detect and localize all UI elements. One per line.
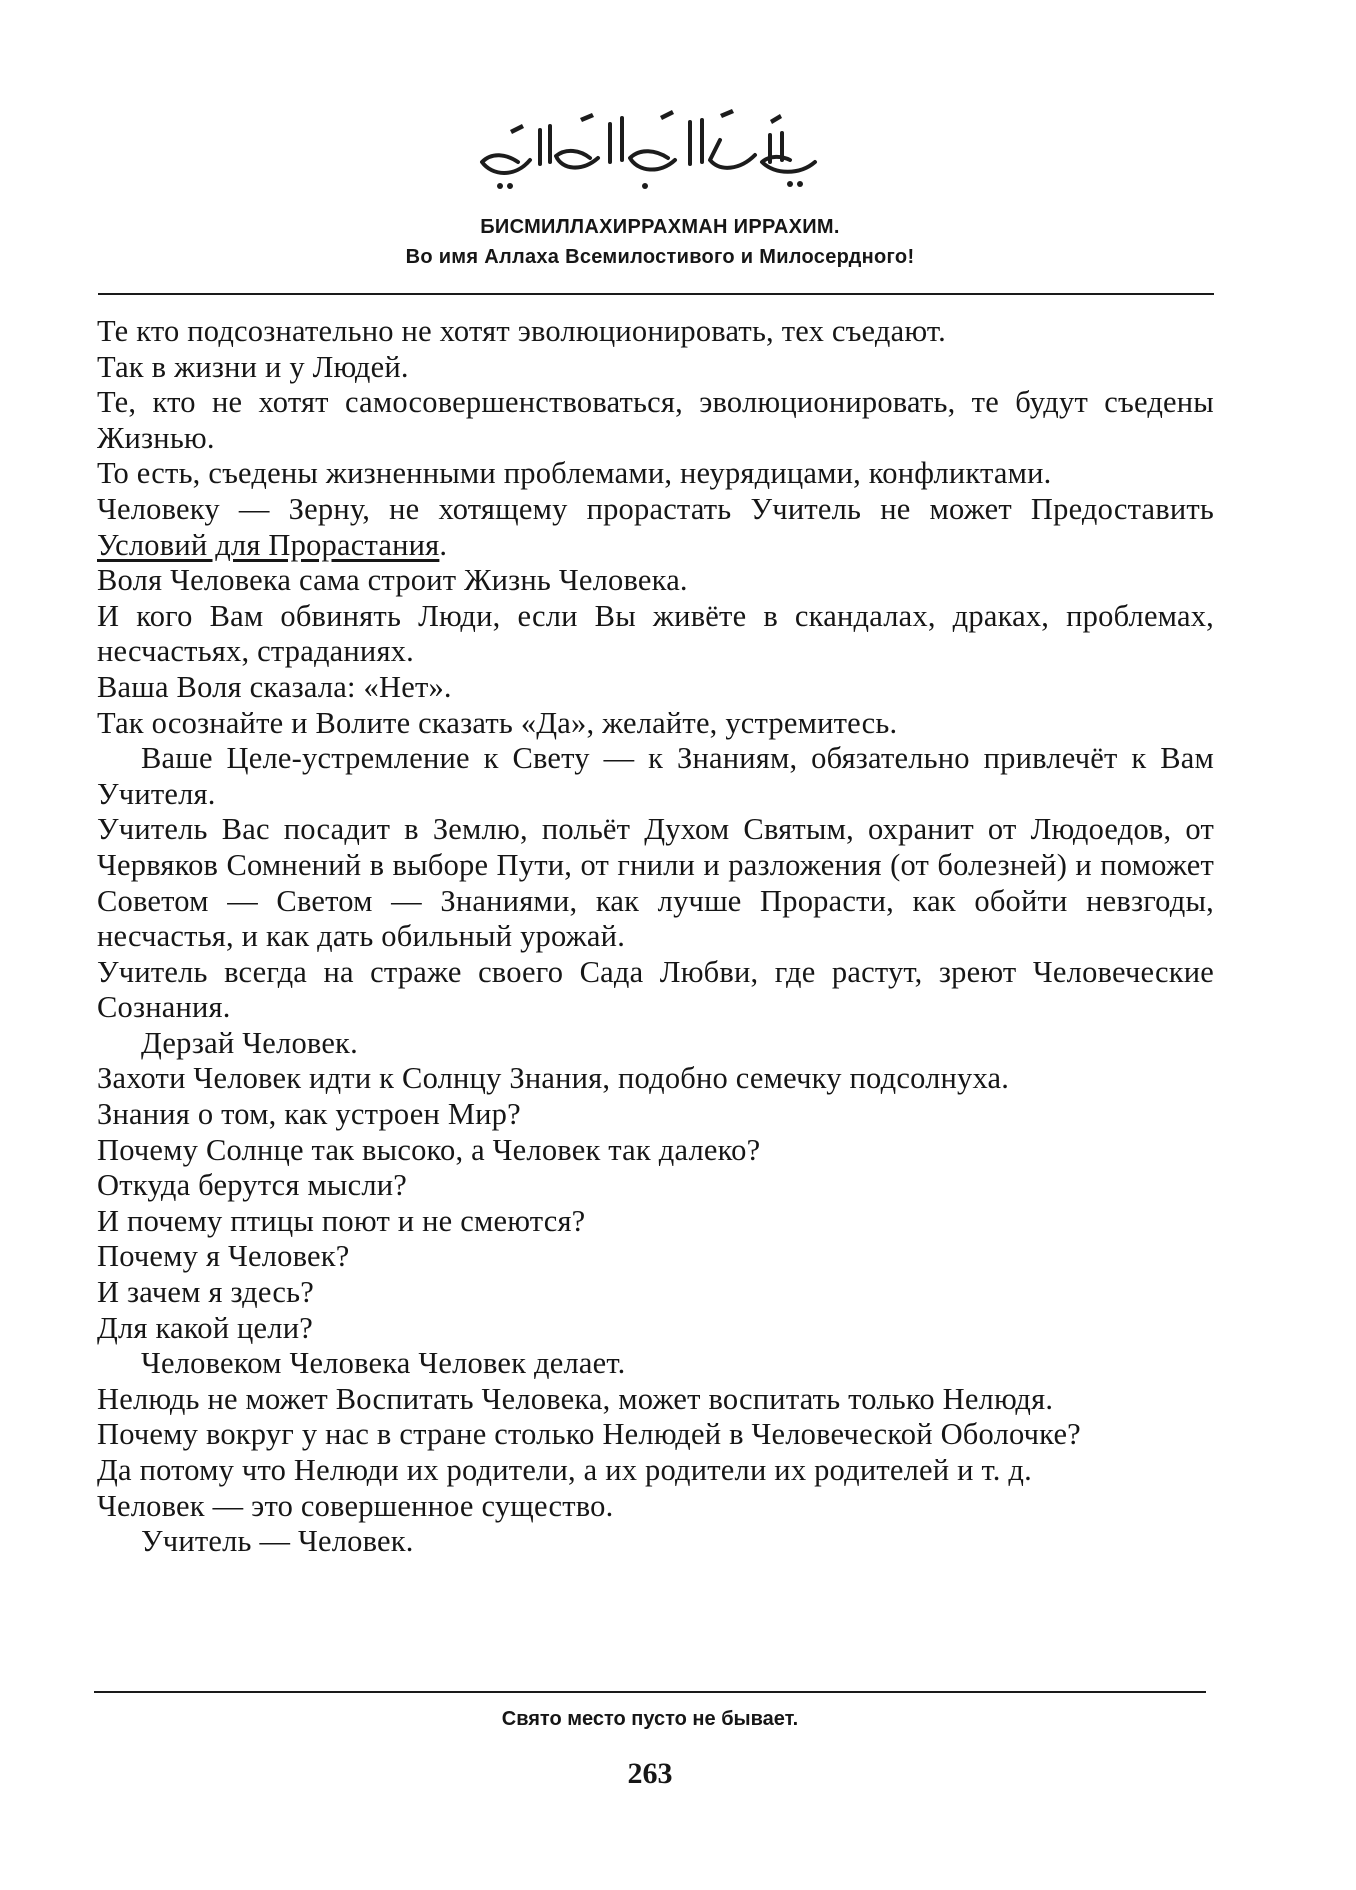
footer-divider (94, 1691, 1206, 1693)
paragraph: Ваша Воля сказала: «Нет». (97, 669, 452, 704)
paragraph: И почему птицы поют и не смеются? (97, 1203, 586, 1238)
page-number: 263 (627, 1757, 673, 1790)
paragraph: Для какой цели? (97, 1310, 313, 1345)
paragraph (97, 492, 1214, 563)
paragraph: Дерзай Человек. (141, 1025, 358, 1060)
paragraph: Почему Солнце так высоко, а Человек так далеко? (97, 1132, 761, 1167)
header-subtitle: Во имя Аллаха Всемилостивого и Милосердного! (405, 246, 915, 268)
paragraph: И кого Вам обвинять Люди, если Вы живёте в скандалах, драках, проблемах, несчастьях, страданиях. (97, 598, 1214, 669)
paragraph: Откуда берутся мысли? (97, 1168, 408, 1203)
paragraph: Так в жизни и у Людей. (97, 349, 409, 384)
paragraph: Учитель всегда на страже своего Сада Любви, где растут, зреют Человеческие Сознания. (97, 954, 1214, 1025)
paragraph: И зачем я здесь? (97, 1275, 314, 1310)
bismillah-arabic-text: بِسْمِ اللَّهِ الرَّحْمَٰنِ الرَّحِيمِ (650, 150, 660, 151)
header-divider (98, 293, 1214, 295)
paragraph: Ваше Целе-устремление к Свету — к Знаниям, обязательно привлечёт к Вам Учителя. (97, 741, 1214, 811)
paragraph: Почему вокруг у нас в стране столько Нелюдей в Человеческой Оболочке? (97, 1417, 1081, 1452)
paragraph: Те, кто не хотят самосовершенствоваться, эволюционировать, те будут съедены Жизнью. (97, 385, 1214, 455)
paragraph: Учитель — Человек. (141, 1524, 414, 1559)
paragraph: Учитель Вас посадит в Землю, польёт Духом Святым, охранит от Людоедов, от Червяков Сомнений в выборе Пути, от гнили и разложения (от болезней) и поможет Советом — Светом — Знаниями, как лучше Прорасти, как обойти невзгоды, несчастья, и как дать обильный урожай. (97, 812, 1214, 954)
paragraph: Так осознайте и Волите сказать «Да», желайте, устремитесь. (97, 705, 898, 740)
paragraph: Человек — это совершенное существо. (97, 1488, 614, 1523)
paragraph: Захоти Человек идти к Солнцу Знания, подобно семечку подсолнуха. (97, 1061, 1010, 1096)
paragraph: Человеком Человека Человек делает. (141, 1346, 626, 1381)
underlined-phrase: Условий для Прорастания (97, 527, 440, 562)
paragraph: Те кто подсознательно не хотят эволюционировать, тех съедают. (97, 314, 946, 348)
paragraph: Да потому что Нелюди их родители, а их родители их родителей и т. д. (97, 1453, 1032, 1487)
page-body-text (97, 314, 1214, 1560)
bismillah-calligraphy (470, 100, 830, 200)
paragraph: Почему я Человек? (97, 1239, 350, 1274)
paragraph: Знания о том, как устроен Мир? (97, 1097, 521, 1132)
paragraph-text: . (439, 527, 448, 562)
paragraph: То есть, съедены жизненными проблемами, неурядицами, конфликтами. (97, 456, 1052, 491)
header-title: БИСМИЛЛАХИРРАХМАН ИРРАХИМ. (480, 216, 840, 238)
paragraph-text: Человеку — Зерну, не хотящему прорастать Учитель не может Предоставить (97, 491, 1214, 526)
paragraph: Нелюдь не может Воспитать Человека, может воспитать только Нелюдя. (97, 1381, 1054, 1416)
paragraph: Воля Человека сама строит Жизнь Человека. (97, 563, 688, 598)
footer-quote: Свято место пусто не бывает. (501, 1708, 799, 1730)
